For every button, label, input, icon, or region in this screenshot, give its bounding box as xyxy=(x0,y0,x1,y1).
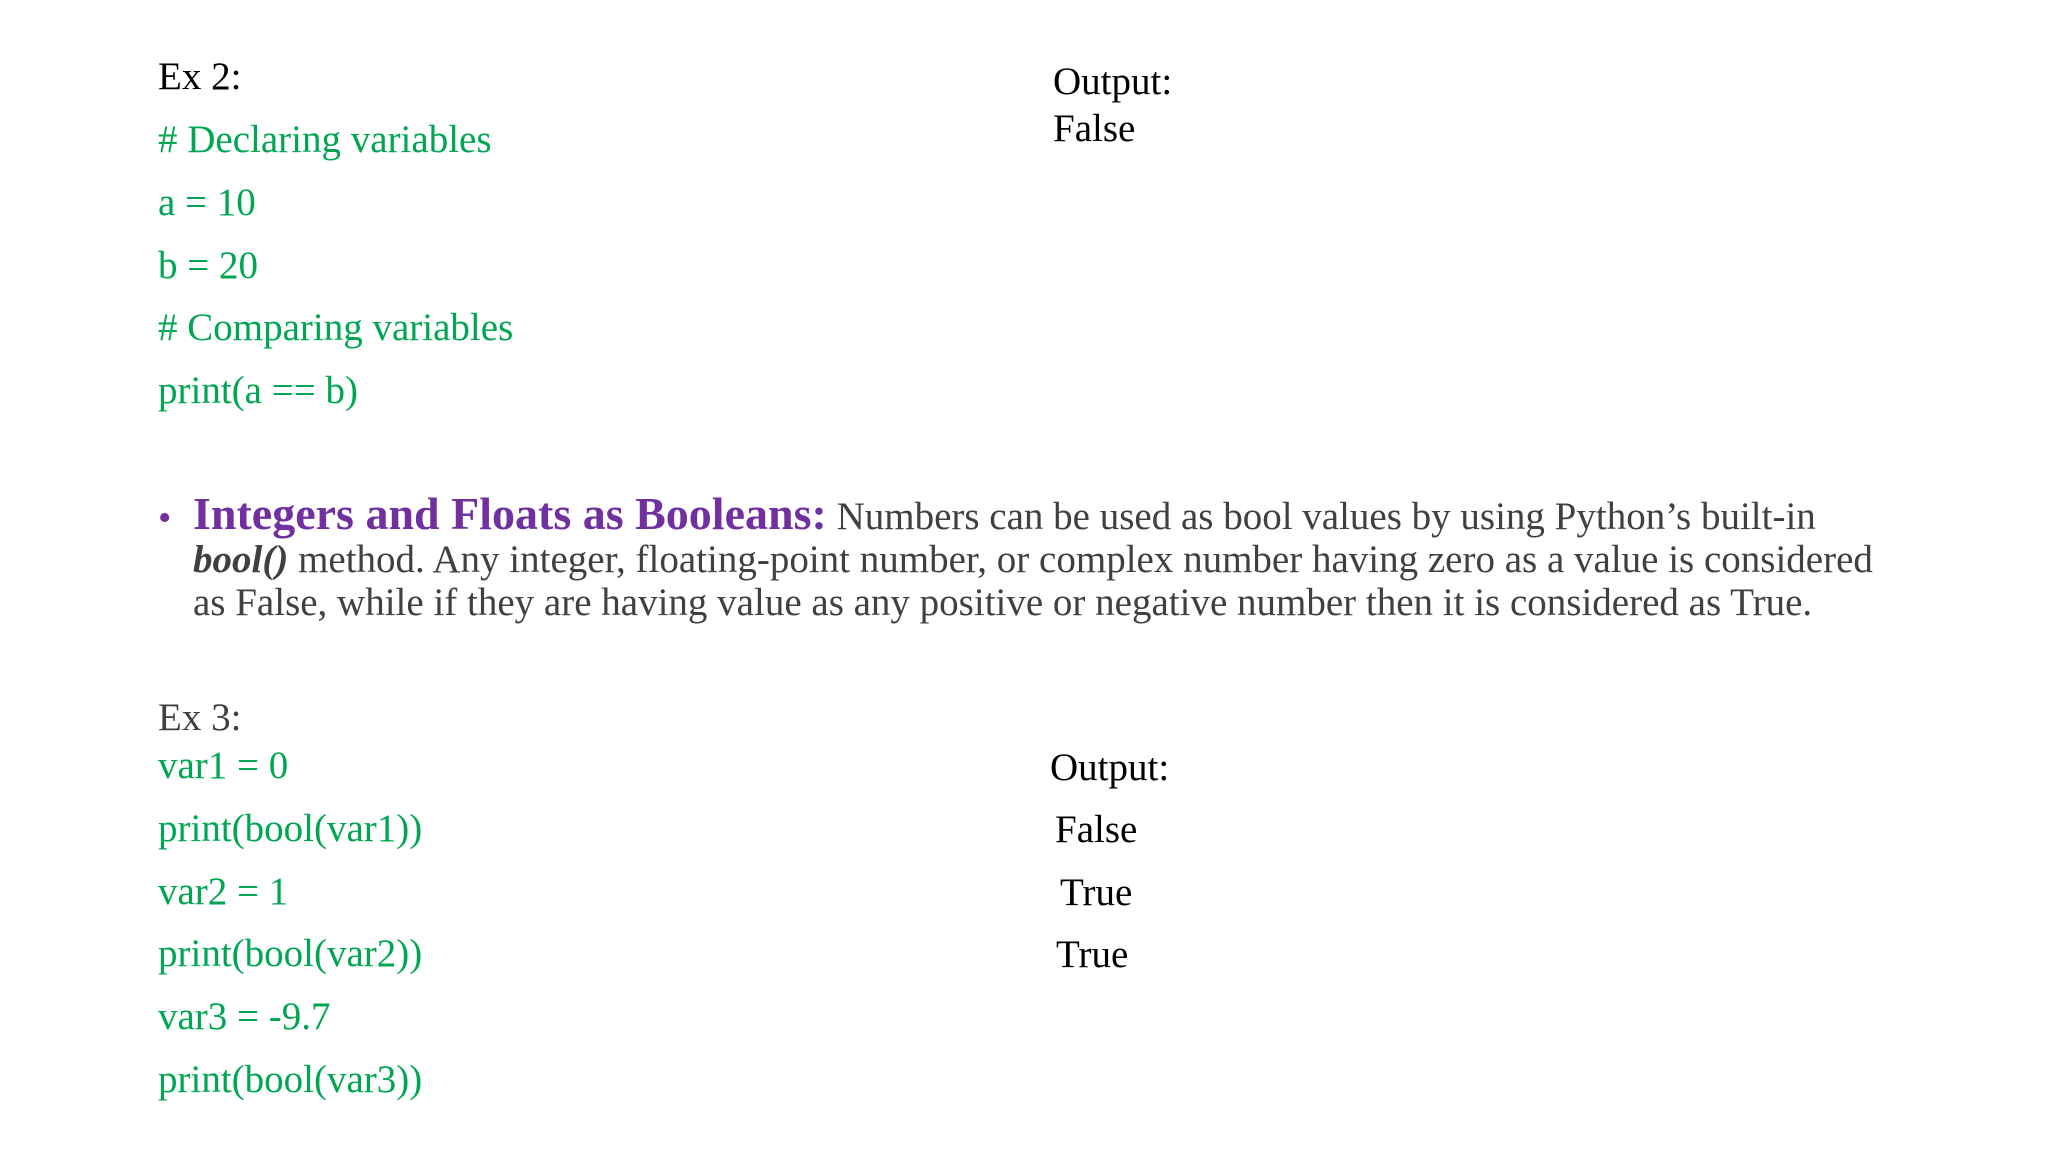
ex2-output-value-1: False xyxy=(1053,107,1136,150)
ex3-code-line-4: print(bool(var2)) xyxy=(158,932,423,975)
ex3-code-line-3: var2 = 1 xyxy=(158,870,289,913)
bullet-text-before: Numbers can be used as bool values by using Python’s built-in xyxy=(826,495,1816,538)
ex2-code-line-1: # Declaring variables xyxy=(158,118,492,161)
ex3-code-line-6: print(bool(var3)) xyxy=(158,1058,423,1101)
ex3-output-value-2: True xyxy=(1060,871,1133,914)
bullet-heading-colon: : xyxy=(811,488,827,539)
ex3-code-line-1: var1 = 0 xyxy=(158,744,289,787)
ex3-code-line-2: print(bool(var1)) xyxy=(158,807,423,850)
ex2-code-line-2: a = 10 xyxy=(158,181,256,224)
ex3-output-value-3: True xyxy=(1056,933,1129,976)
ex3-label: Ex 3: xyxy=(158,696,242,739)
bool-method: bool() xyxy=(193,538,289,581)
ex3-output-value-1: False xyxy=(1055,808,1138,851)
bullet-text xyxy=(193,488,1893,624)
bullet-dot: • xyxy=(158,497,172,539)
ex2-code-line-4: # Comparing variables xyxy=(158,306,514,349)
bullet-heading: Integers and Floats as Booleans xyxy=(193,488,812,539)
ex2-code-line-3: b = 20 xyxy=(158,244,258,287)
ex3-code-line-5: var3 = -9.7 xyxy=(158,995,331,1038)
bullet-text-after: method. Any integer, floating-point number, or complex number having zero as a value is considered as False, while if they are having value as any positive or negative number then it is considered as True. xyxy=(193,538,1873,624)
ex2-code-line-5: print(a == b) xyxy=(158,369,358,412)
ex3-output-label: Output: xyxy=(1050,746,1170,789)
ex2-output-label: Output: xyxy=(1053,60,1173,103)
ex2-label: Ex 2: xyxy=(158,55,242,98)
